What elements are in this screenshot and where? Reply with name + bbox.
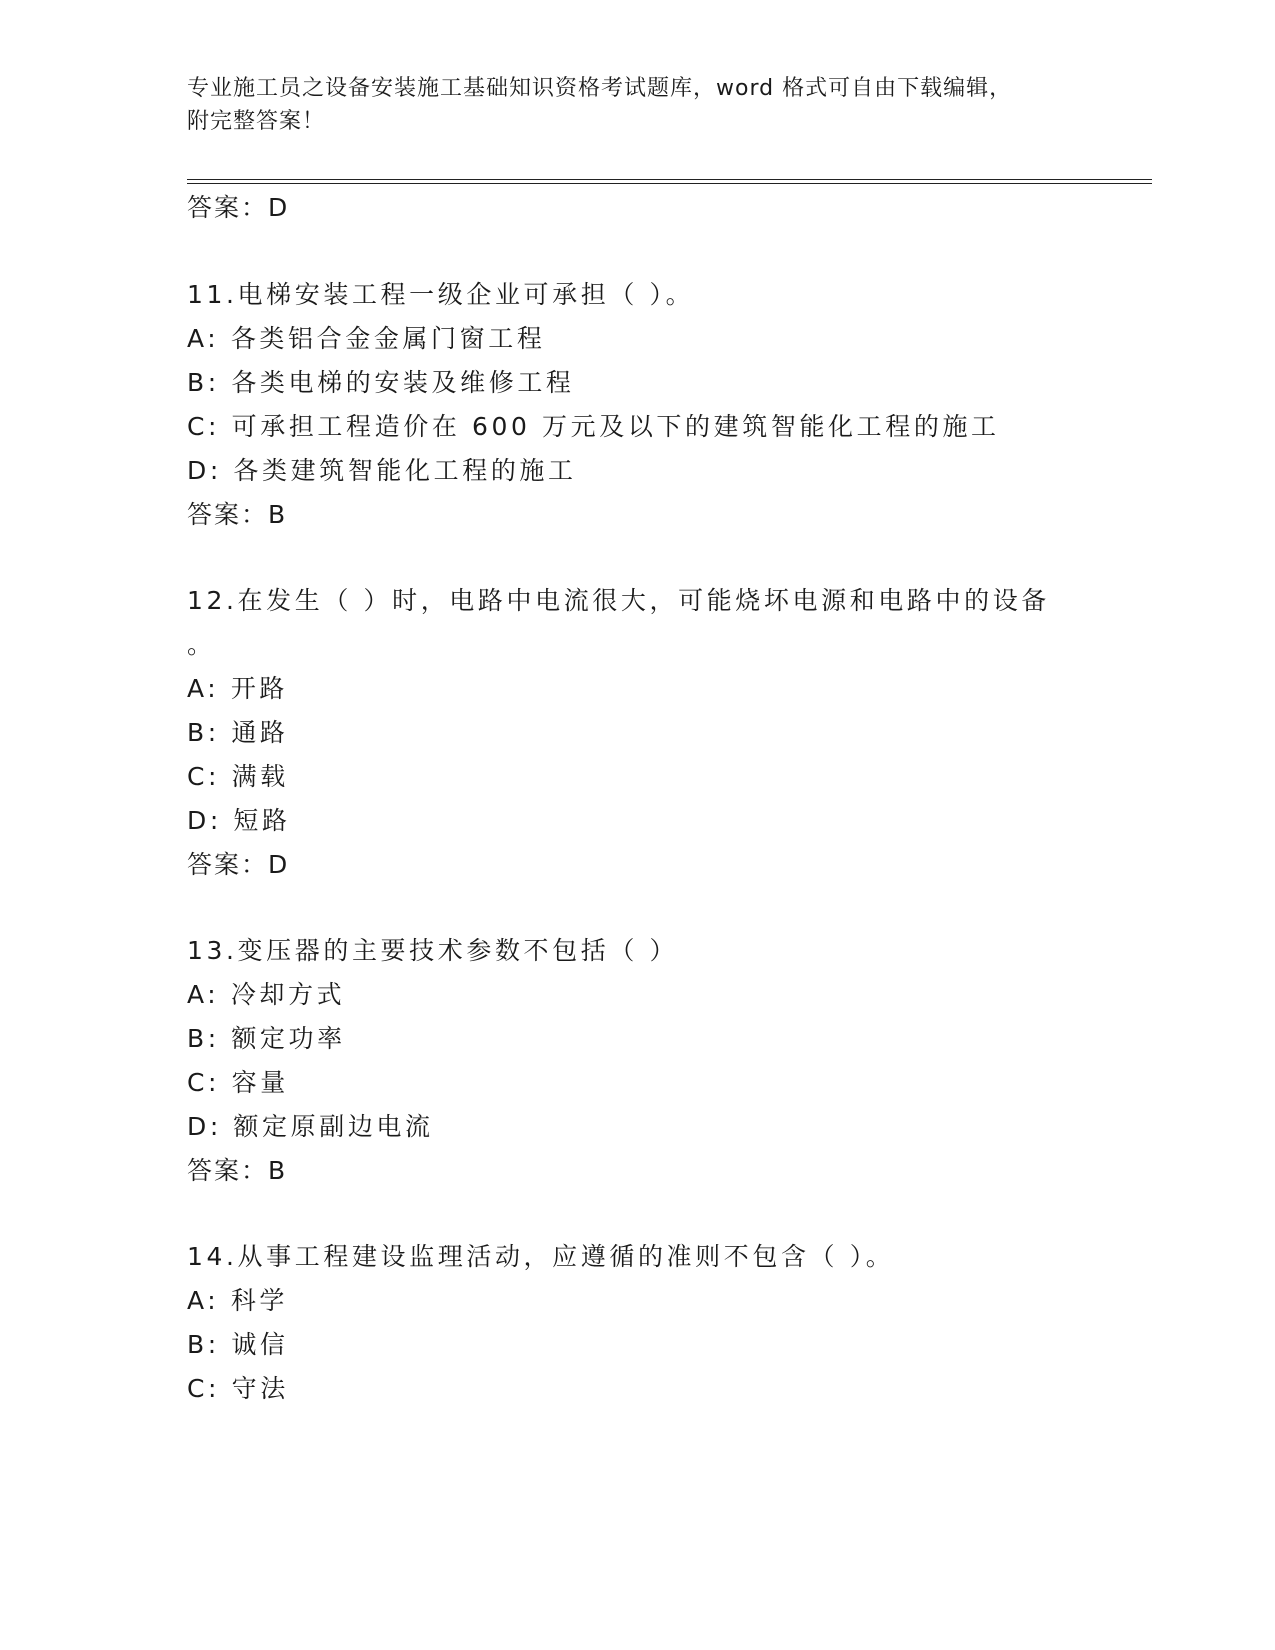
answer-previous: 答案：D: [187, 193, 290, 222]
question-12-option-c: C: 满载: [187, 762, 289, 791]
header-divider: [187, 179, 1152, 180]
question-12-stem: 12.在发生（ ）时，电路中电流很大，可能烧坏电源和电路中的设备: [187, 586, 1050, 615]
question-12-option-b: B: 通路: [187, 718, 289, 747]
question-13-option-c: C: 容量: [187, 1068, 289, 1097]
question-11-stem: 11.电梯安装工程一级企业可承担（ ）。: [187, 280, 695, 309]
question-14-stem: 14.从事工程建设监理活动，应遵循的准则不包含（ ）。: [187, 1242, 895, 1271]
question-13-option-b: B: 额定功率: [187, 1024, 346, 1053]
question-12-stem-continuation: 。: [187, 630, 216, 659]
document-header: [187, 72, 1067, 138]
question-14-option-c: C: 守法: [187, 1374, 289, 1403]
question-13-stem: 13.变压器的主要技术参数不包括（ ）: [187, 936, 679, 965]
header-line-1: 专业施工员之设备安装施工基础知识资格考试题库，word 格式可自由下载编辑，: [187, 76, 1013, 101]
header-divider-second: [187, 183, 1152, 184]
header-line-2: 附完整答案！: [187, 109, 326, 134]
question-12-option-a: A: 开路: [187, 674, 289, 703]
question-13-option-d: D: 额定原副边电流: [187, 1112, 434, 1141]
question-13-option-a: A: 冷却方式: [187, 980, 346, 1009]
question-11-option-c: C: 可承担工程造价在 600 万元及以下的建筑智能化工程的施工: [187, 412, 1000, 441]
question-12-answer: 答案：D: [187, 850, 290, 879]
question-11-option-d: D: 各类建筑智能化工程的施工: [187, 456, 577, 485]
question-13-answer: 答案：B: [187, 1156, 288, 1185]
question-11-option-a: A: 各类铝合金金属门窗工程: [187, 324, 546, 353]
question-12-option-d: D: 短路: [187, 806, 291, 835]
question-14-option-b: B: 诚信: [187, 1330, 289, 1359]
question-11-answer: 答案：B: [187, 500, 288, 529]
question-14-option-a: A: 科学: [187, 1286, 289, 1315]
question-11-option-b: B: 各类电梯的安装及维修工程: [187, 368, 575, 397]
